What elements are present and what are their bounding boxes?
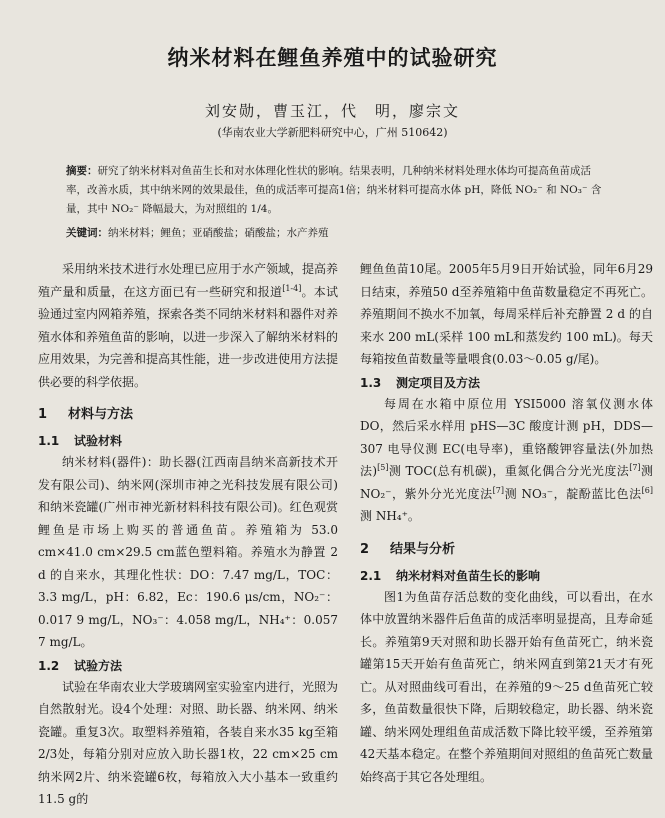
- citation-ref: [5]: [377, 463, 389, 472]
- keywords-text: 纳米材料；鲤鱼；亚硝酸盐；硝酸盐；水产养殖: [108, 227, 329, 239]
- author-list: 刘安勋，曹玉江，代 明，廖宗文: [204, 102, 460, 120]
- subsection-heading-1-1: 1.1 试验材料: [38, 434, 123, 448]
- citation-ref: [7]: [629, 463, 641, 472]
- keywords: [66, 224, 606, 243]
- subsection-heading-1-3: 1.3 测定项目及方法: [360, 375, 481, 390]
- section-heading-2: 2 结果与分析: [360, 541, 456, 557]
- intro-paragraph: 采用纳米技术进行水处理已应用于水产领域，提高养殖产量和质量，在这方面已有一些研究和报道[1-4]。本试验通过室内网箱养殖，探索各类不同纳米材料和器件对养殖水体和养殖鱼苗的影响，以进一步深入了解纳米材料的应用效果，为完善和提高其性能，进一步改进使用方法提供必要的科学依据。: [38, 262, 339, 389]
- citation-ref: [6]: [641, 485, 653, 495]
- subsection-heading-2-1: 2.1 纳米材料对鱼苗生长的影响: [360, 568, 541, 583]
- materials-paragraph: 纳米材料(器件)：助长器(江西南昌纳米高新技术开发有限公司)、纳米网(深圳市神之光科技发展有限公司)和纳米瓷罐(广州市神光新材料科技有限公司)。红色观赏鲤鱼是市场上购买的普通鱼苗。养殖箱为 53.0 cm×41.0 cm×29.5 cm蓝色塑料箱。养殖水为静置 2 d 的自来水，其理化性状：DO：7.47 mg/L，TOC：3.3 mg/L，pH：6.82，Ec：190.6 μs/cm，NO₂⁻：0.017 9 mg/L，NO₃⁻：4.058 mg/L，NH₄⁺：0.057 7 mg/L。: [38, 455, 338, 649]
- abstract: [66, 162, 606, 219]
- citation-ref: [7]: [492, 485, 505, 495]
- abstract-label: 摘要：: [66, 165, 98, 177]
- methods-continued-paragraph: 鲤鱼鱼苗10尾。2005年5月9日开始试验，同年6月29日结束，养殖50 d至养殖箱中鱼苗数量稳定不再死亡。养殖期间不换水不加氧，每周采样后补充静置 2 d 的自来水 200 mL(采样 100 mL和蒸发约 100 mL)。每天每箱按鱼苗数量等量喂食(0.03～0.05 g/尾)。: [360, 262, 653, 366]
- citation-ref: [1-4]: [282, 283, 302, 293]
- abstract-text: 研究了纳米材料对鱼苗生长和对水体理化性状的影响。结果表明，几种纳米材料处理水体均可提高鱼苗成活率，改善水质，其中纳米网的效果最佳，鱼的成活率可提高1倍；纳米材料可提高水体 pH，降低 NO₂⁻ 和 NO₃⁻ 含量，其中 NO₂⁻ 降幅最大，为对照组的 1/4。: [66, 165, 602, 215]
- left-column: [38, 258, 338, 811]
- affiliation: (华南农业大学新肥料研究中心，广州 510642): [217, 126, 448, 139]
- keywords-label: 关键词：: [66, 227, 108, 239]
- right-column: [360, 258, 653, 788]
- paper-title: 纳米材料在鲤鱼养殖中的试验研究: [167, 46, 498, 70]
- methods-paragraph: 试验在华南农业大学玻璃网室实验室内进行，光照为自然散射光。设4个处理：对照、助长器、纳米网、纳米瓷罐。重复3次。取塑料养殖箱，各装自来水35 kg至箱2/3处，每箱分别对应放入助长器1枚，22 cm×25 cm纳米网2片、纳米瓷罐6枚，每箱放入大小基本一致重约11.5 g的: [38, 679, 339, 806]
- section-heading-1: 1 材料与方法: [38, 407, 134, 422]
- measurement-paragraph: 每周在水箱中原位用 YSI5000 溶氧仪测水体 DO，然后采水样用 pHS—3C 酸度计测 pH，DDS—307 电导仪测 EC(电导率)，重铬酸钾容量法(外加热法)[5]测 TOC(总有机碳)，重氮化偶合分光光度法[7]测 NO₂⁻，紫外分光光度法[7]测 NO₃⁻，靛酚蓝比色法[6]测 NH₄⁺。: [360, 396, 653, 523]
- subsection-heading-1-2: 1.2 试验方法: [38, 658, 123, 673]
- results-paragraph: 图1为鱼苗存活总数的变化曲线，可以看出，在水体中放置纳米器件后鱼苗的成活率明显提高，且寿命延长。养殖第9天对照和助长器开始有鱼苗死亡，纳米瓷罐第15天开始有鱼苗死亡，纳米网直到第21天才有死亡。从对照曲线可看出，在养殖的9～25 d鱼苗死亡较多，鱼苗数量很快下降，后期较稳定，助长器、纳米瓷罐、纳米网处理组鱼苗成活数下降比较平缓，至养殖第42天基本稳定。在整个养殖期间对照组的鱼苗死亡数量始终高于其它各处理组。: [360, 589, 653, 784]
